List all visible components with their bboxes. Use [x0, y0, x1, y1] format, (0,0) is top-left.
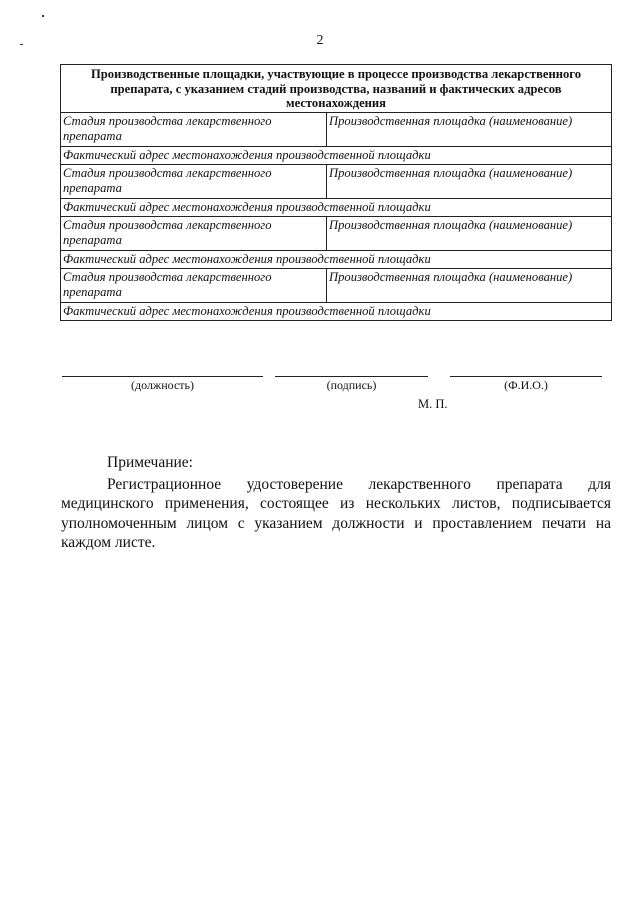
address-cell: Фактический адрес местонахождения производственной площадки — [61, 303, 612, 321]
site-cell: Производственная площадка (наименование) — [327, 165, 612, 199]
note-title: Примечание: — [107, 454, 193, 471]
site-cell: Производственная площадка (наименование) — [327, 217, 612, 251]
address-cell: Фактический адрес местонахождения производственной площадки — [61, 199, 612, 217]
page-number: 2 — [316, 33, 324, 48]
table-row — [61, 165, 612, 199]
stamp-label: М. П. — [418, 397, 448, 411]
address-cell: Фактический адрес местонахождения производственной площадки — [61, 147, 612, 165]
production-sites-table — [60, 64, 612, 321]
name-label: (Ф.И.О.) — [504, 378, 548, 392]
address-cell: Фактический адрес местонахождения производственной площадки — [61, 251, 612, 269]
signature-line — [275, 376, 428, 377]
table-row — [61, 303, 612, 321]
table-row — [61, 269, 612, 303]
position-line — [62, 376, 263, 377]
stage-cell: Стадия производства лекарственного препарата — [61, 165, 327, 199]
name-line — [450, 376, 602, 377]
table-row — [61, 199, 612, 217]
note-block — [61, 453, 611, 553]
position-label: (должность) — [131, 378, 194, 392]
table-row — [61, 113, 612, 147]
site-cell: Производственная площадка (наименование) — [327, 269, 612, 303]
note-text: Регистрационное удостоверение лекарственного препарата для медицинского применения, состоящее из нескольких листов, подписывается уполномоченным лицом с указанием должности и проставлением печати на каждом листе. — [61, 475, 611, 551]
table-row — [61, 147, 612, 165]
table-header: Производственные площадки, участвующие в процессе производства лекарственного препарата, с указанием стадий производства, названий и фактических адресов местонахождения — [61, 65, 612, 113]
stage-cell: Стадия производства лекарственного препарата — [61, 269, 327, 303]
signature-label: (подпись) — [326, 378, 377, 392]
scan-speck — [42, 15, 44, 17]
stage-cell: Стадия производства лекарственного препарата — [61, 217, 327, 251]
table-row — [61, 217, 612, 251]
stage-cell: Стадия производства лекарственного препарата — [61, 113, 327, 147]
table-row — [61, 251, 612, 269]
site-cell: Производственная площадка (наименование) — [327, 113, 612, 147]
